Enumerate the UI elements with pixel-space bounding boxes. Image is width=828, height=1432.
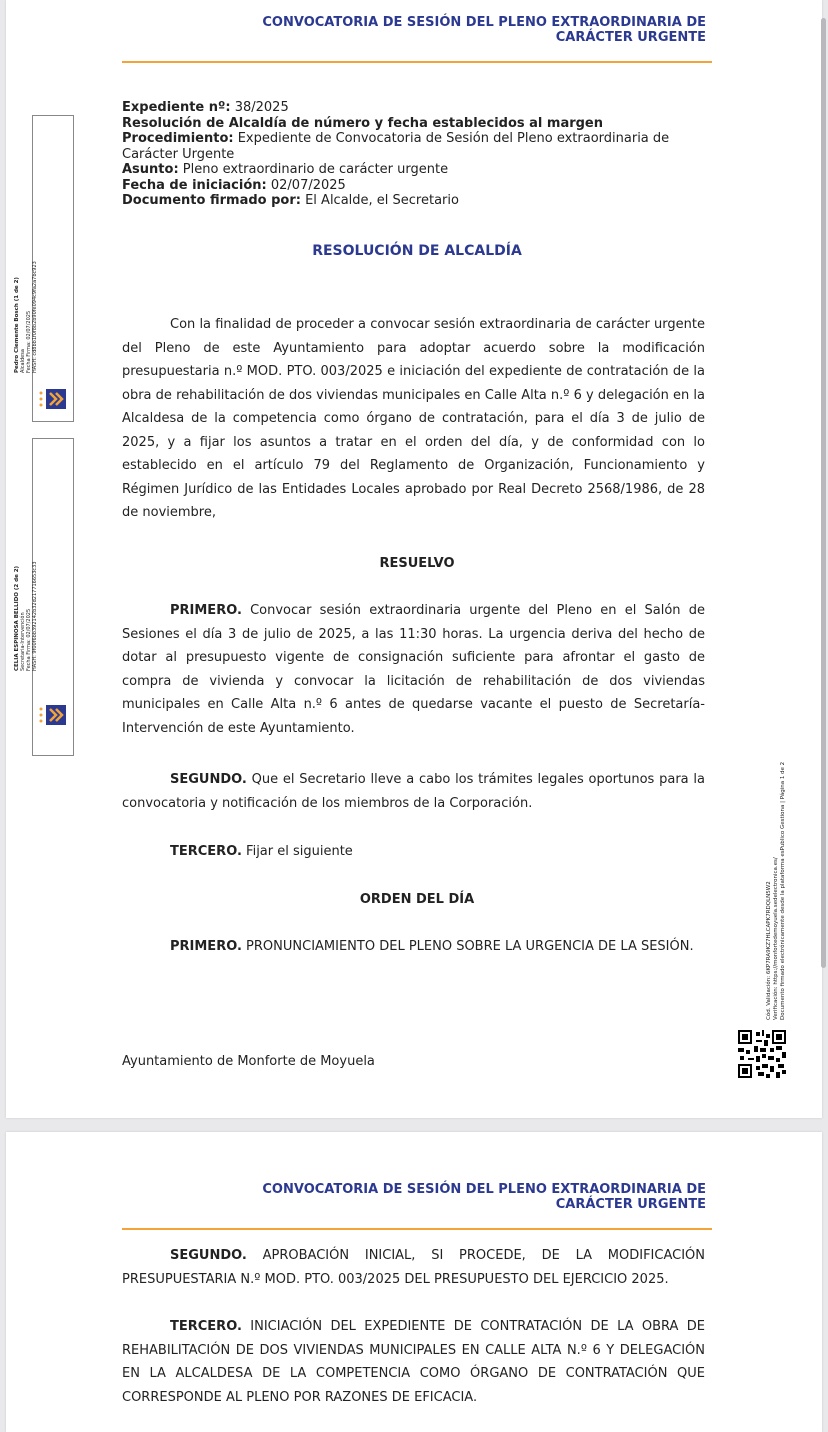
fecha-label: Fecha de iniciación: xyxy=(122,177,267,193)
resolution-title: RESOLUCIÓN DE ALCALDÍA xyxy=(312,243,522,259)
procedimiento-value: Expediente de Convocatoria de Sesión del Pleno extraordinaria de Carácter Urgente xyxy=(122,131,670,162)
expediente-label: Expediente nº: xyxy=(122,100,231,115)
tercero-label: TERCERO. xyxy=(170,844,242,859)
qr-code-icon xyxy=(738,1030,786,1078)
orden-primero-text: PRONUNCIAMIENTO DEL PLENO SOBRE LA URGENCIA DE LA SESIÓN. xyxy=(246,939,694,954)
verification-platform: Documento firmado electrónicamente desde la plataforma esPublico Gestiona | Página 1 de 2 xyxy=(780,761,786,1020)
verification-block xyxy=(766,680,796,1020)
header-title-line1: CONVOCATORIA DE SESIÓN DEL PLENO EXTRAORDINARIA DE xyxy=(262,1182,706,1197)
header-title-line2: CARÁCTER URGENTE xyxy=(555,30,706,45)
tercero-text: Fijar el siguiente xyxy=(246,844,353,859)
document-footer: Ayuntamiento de Monforte de Moyuela xyxy=(122,1054,375,1069)
orden-tercero-label: TERCERO. xyxy=(170,1319,242,1334)
header-rule xyxy=(122,1228,712,1230)
orden-heading: ORDEN DEL DÍA xyxy=(359,892,475,907)
orden-segundo-text: APROBACIÓN INICIAL, SI PROCEDE, DE LA MODIFICACIÓN PRESUPUESTARIA N.º MOD. PTO. 003/2025 DEL PRESUPUESTO DEL EJERCICIO 2025. xyxy=(122,1248,705,1287)
segundo-label: SEGUNDO. xyxy=(170,772,247,787)
fecha-value: 02/07/2025 xyxy=(270,177,346,193)
orden-segundo-paragraph xyxy=(122,1244,705,1291)
header-rule xyxy=(122,61,712,63)
orden-segundo-label: SEGUNDO. xyxy=(170,1248,247,1263)
primero-label: PRIMERO. xyxy=(170,603,242,618)
procedimiento-label: Procedimiento: xyxy=(122,131,234,146)
document-header xyxy=(262,15,706,45)
municipal-seal-icon xyxy=(37,703,69,727)
verification-text xyxy=(766,762,787,1020)
primero-text: Convocar sesión extraordinaria urgente del Pleno en el Salón de Sesiones el día 3 de julio de 2025, a las 11:30 horas. La urgencia deriva del hecho de dotar al presupuesto vigente de consignación suficiente para afrontar el gasto de compra de vivienda y convocar la licitación de rehabilitación de dos viviendas municipales en Calle Alta n.º 6 antes de quedarse vacante el puesto de Secretaría-Intervención de este Ayuntamiento. xyxy=(122,603,705,736)
signature-box-1 xyxy=(14,115,74,422)
segundo-text: Que el Secretario lleve a cabo los trámites legales oportunos para la convocatoria y notificación de los miembros de la Corporación. xyxy=(122,772,705,811)
signature-1-text xyxy=(14,261,38,373)
verification-code: Cód. Validación: 6KP7RA9KZ7HLCAPK7RDQLN5W2 xyxy=(766,881,772,1020)
firmado-label: Documento firmado por: xyxy=(122,193,301,208)
metadata-block xyxy=(122,100,722,209)
asunto-label: Asunto: xyxy=(122,162,179,177)
verification-url[interactable]: Verificación: https://monfortedemoyuela.sedelectronica.es/ xyxy=(773,857,779,1020)
signature-2-name: CELIA ESPINOSA BELLIDO (2 de 2) xyxy=(14,565,20,671)
resolucion-line: Resolución de Alcaldía de número y fecha establecidos al margen xyxy=(122,115,604,131)
orden-tercero-paragraph xyxy=(122,1315,705,1409)
signature-1-date: Fecha Firma: 02/07/2025 xyxy=(26,310,32,373)
asunto-value: Pleno extraordinario de carácter urgente xyxy=(182,162,449,177)
document-page-2 xyxy=(6,1132,822,1432)
header-title-line2: CARÁCTER URGENTE xyxy=(555,1197,706,1212)
municipal-seal-icon xyxy=(37,387,69,411)
signature-1-name: Pedro Clemente Bosch (1 de 2) xyxy=(14,277,20,373)
orden-primero-paragraph xyxy=(122,935,705,959)
scrollbar-thumb[interactable] xyxy=(821,18,826,968)
tercero-paragraph xyxy=(122,840,705,864)
orden-tercero-text: INICIACIÓN DEL EXPEDIENTE DE CONTRATACIÓN DE LA OBRA DE REHABILITACIÓN DE DOS VIVIENDAS MUNICIPALES EN CALLE ALTA N.º 6 Y DELEGACIÓN EN LA ALCALDESA DE LA COMPETENCIA COMO ÓRGANO DE CONTRATACIÓN QUE CORRESPONDE AL PLENO POR RAZONES DE EFICACIA. xyxy=(122,1319,705,1405)
signature-2-text xyxy=(14,561,38,671)
orden-primero-label: PRIMERO. xyxy=(170,939,242,954)
signature-1-hash: HASH: cd8bb1f0f8b2b90fe094c9fa2a7bc923 xyxy=(32,261,38,373)
expediente-value: 38/2025 xyxy=(234,100,289,115)
segundo-paragraph xyxy=(122,768,705,815)
signature-2-date: Fecha Firma: 02/07/2025 xyxy=(26,608,32,671)
signature-box-2 xyxy=(14,438,74,756)
signature-2-hash: HASH: 9f00f6bb392142b32d217716653c33 xyxy=(32,561,38,671)
header-title-line1: CONVOCATORIA DE SESIÓN DEL PLENO EXTRAORDINARIA DE xyxy=(262,15,706,30)
firmado-value: El Alcalde, el Secretario xyxy=(305,193,459,208)
intro-paragraph: Con la finalidad de proceder a convocar sesión extraordinaria de carácter urgente del Pleno de este Ayuntamiento para adoptar acuerdo sobre la modificación presupuestaria n.º MOD. PTO. 003/2025 e iniciación del expediente de contratación de la obra de rehabilitación de dos viviendas municipales en Calle Alta n.º 6 y delegación en la Alcaldesa de la competencia como órgano de contratación, para el día 3 de julio de 2025, y a fijar los asuntos a tratar en el orden del día, y de conformidad con lo establecido en el artículo 79 del Reglamento de Organización, Funcionamiento y Régimen Jurídico de las Entidades Locales aprobado por Real Decreto 2568/1986, de 28 de noviembre, xyxy=(122,317,705,520)
resuelvo-heading: RESUELVO xyxy=(379,556,455,571)
document-page-1 xyxy=(6,0,822,1118)
signature-1-role: Alcaldesa xyxy=(20,349,26,373)
primero-paragraph xyxy=(122,599,705,740)
signature-2-role: Secretaria-Intervención xyxy=(20,612,26,671)
document-header-page-2 xyxy=(262,1182,706,1212)
